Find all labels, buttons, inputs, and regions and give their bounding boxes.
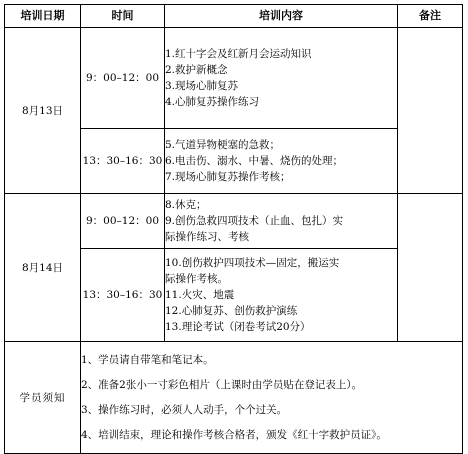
date-cell: 8月14日: [5, 194, 81, 342]
time-cell: 13：30–16：30: [81, 249, 165, 342]
content-cell: [165, 249, 398, 342]
date-cell: 8月13日: [5, 28, 81, 194]
schedule-document: [4, 4, 463, 454]
time-cell: 9：00–12：00: [81, 194, 165, 249]
content-line: 6.电击伤、溺水、中暑、烧伤的处理；: [165, 155, 344, 167]
header-notes: 备注: [398, 5, 463, 28]
notes-label: 学员须知: [5, 342, 81, 454]
header-row: [5, 5, 463, 28]
content-line: 5.气道异物梗塞的急救；: [165, 139, 281, 151]
table-row: [5, 28, 463, 129]
training-schedule-table: [4, 4, 463, 454]
content-cell: [165, 129, 398, 194]
content-line: 4.心肺复苏操作练习: [165, 96, 260, 108]
content-line: 8.休克；: [165, 199, 207, 211]
remark-cell: [398, 28, 463, 194]
header-date: 培训日期: [5, 5, 81, 28]
time-cell: 13：30–16：30: [81, 129, 165, 194]
header-content: 培训内容: [165, 5, 398, 28]
note-item: 4、培训结束，理论和操作考核合格者，颁发《红十字救护员证》。: [81, 428, 387, 441]
time-cell: 9：00–12：00: [81, 28, 165, 129]
note-item: 3、操作练习时，必须人人动手，个个过关。: [81, 403, 288, 416]
content-line: 际操作练习、考核: [165, 231, 249, 243]
content-line: 2.救护新概念: [165, 64, 228, 76]
notes-body: [81, 342, 463, 454]
note-item: 2、准备2张小一寸彩色相片（上课时由学员贴在登记表上）。: [81, 378, 363, 391]
content-line: 3.现场心肺复苏: [165, 80, 239, 92]
content-line: 10.创伤救护四项技术—固定，搬运实: [165, 257, 340, 269]
table-row: [5, 194, 463, 249]
content-line: 11.火灾、地震: [165, 289, 235, 301]
content-line: 1.红十字会及红新月会运动知识: [165, 48, 312, 60]
content-cell: [165, 194, 398, 249]
content-line: 7.现场心肺复苏操作考核；: [165, 171, 291, 183]
remark-cell: [398, 194, 463, 342]
content-line: 际操作考核。: [165, 273, 228, 285]
content-line: 12.心肺复苏、创伤救护演练: [165, 305, 298, 317]
content-line: 9.创伤急救四项技术（止血、包扎）实: [165, 215, 344, 227]
header-time: 时间: [81, 5, 165, 28]
notes-row: [5, 342, 463, 454]
content-line: 13.理论考试（闭卷考试20分）: [165, 321, 311, 333]
content-cell: [165, 28, 398, 129]
note-item: 1、学员请自带笔和笔记本。: [81, 353, 214, 366]
